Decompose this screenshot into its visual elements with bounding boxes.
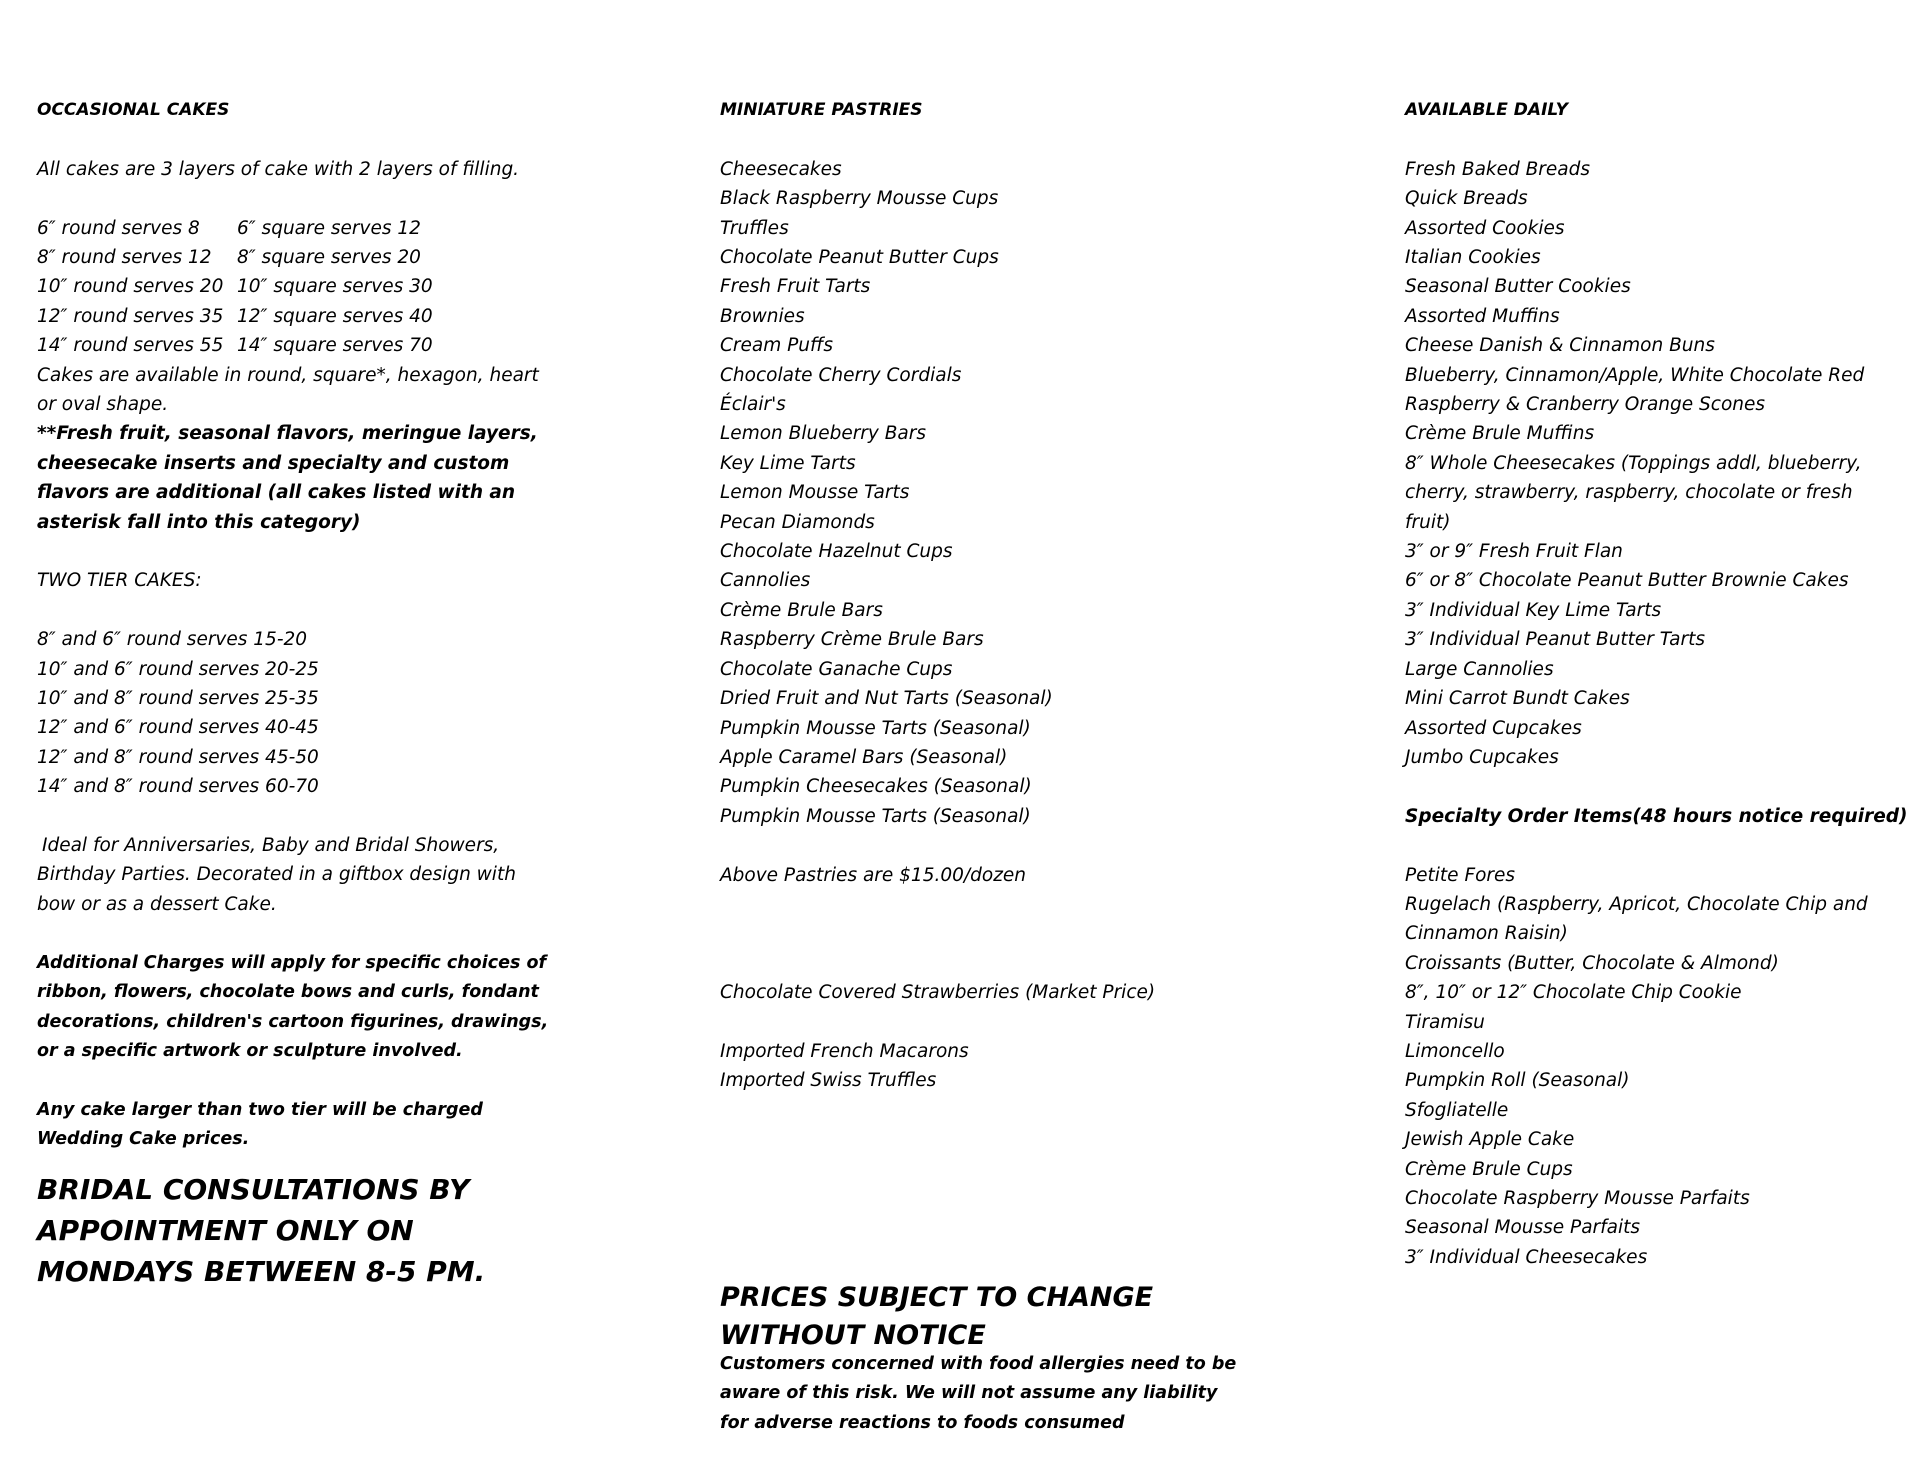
two-tier-item: 12″ and 8″ round serves 45-50	[37, 746, 319, 768]
two-tier-item: 12″ and 6″ round serves 40-45	[37, 717, 319, 739]
occasional-cakes-heading: OCCASIONAL CAKES	[37, 100, 230, 120]
daily-item: Mini Carrot Bundt Cakes	[1405, 688, 1630, 710]
pastry-item: Lemon Mousse Tarts	[720, 482, 910, 504]
prices-notice: PRICES SUBJECT TO CHANGE WITHOUT NOTICE	[720, 1282, 1154, 1351]
ideal-for-note: Ideal for Anniversaries, Baby and Bridal Showers, Birthday Parties. Decorated in a giftbox design with bow or as a dessert Cake.	[37, 835, 516, 915]
daily-item: 3″ Individual Key Lime Tarts	[1405, 599, 1662, 621]
pastry-list	[720, 155, 1240, 831]
specialty-item: Chocolate Raspberry Mousse Parfaits	[1405, 1187, 1750, 1209]
larger-cake-note: Any cake larger than two tier will be charged Wedding Cake prices.	[37, 1099, 483, 1150]
daily-item: cherry, strawberry, raspberry, chocolate or fresh	[1405, 482, 1853, 504]
round-size: 12″ round serves 35	[37, 305, 224, 327]
cake-size-row	[37, 331, 567, 360]
pastry-item: Cream Puffs	[720, 335, 834, 357]
pastry-item: Crème Brule Bars	[720, 599, 883, 621]
cake-size-row	[37, 214, 567, 243]
miniature-pastries-column	[720, 96, 1240, 1436]
specialty-item: Cinnamon Raisin)	[1405, 923, 1568, 945]
pastry-item: Chocolate Ganache Cups	[720, 658, 953, 680]
swiss-truffles-item: Imported Swiss Truffles	[720, 1070, 937, 1092]
specialty-item: Jewish Apple Cake	[1405, 1129, 1575, 1151]
pastry-item: Cannolies	[720, 570, 811, 592]
pastry-price-note: Above Pastries are $15.00/dozen	[720, 864, 1027, 886]
specialty-item: Pumpkin Roll (Seasonal)	[1405, 1070, 1630, 1092]
pastry-item: Pecan Diamonds	[720, 511, 875, 533]
macarons-item: Imported French Macarons	[720, 1040, 969, 1062]
pastry-item: Chocolate Peanut Butter Cups	[720, 247, 999, 269]
bridal-consultation-notice: BRIDAL CONSULTATIONS BY APPOINTMENT ONLY ON MONDAYS BETWEEN 8-5 PM.	[37, 1172, 486, 1288]
pastry-item: Chocolate Hazelnut Cups	[720, 541, 953, 563]
cake-size-row	[37, 243, 567, 272]
specialty-item: Sfogliatelle	[1405, 1099, 1509, 1121]
specialty-item: Rugelach (Raspberry, Apricot, Chocolate Chip and	[1405, 893, 1868, 915]
pastry-item: Dried Fruit and Nut Tarts (Seasonal)	[720, 688, 1053, 710]
specialty-list	[1405, 861, 1905, 1273]
daily-list	[1405, 155, 1905, 773]
daily-item: 6″ or 8″ Chocolate Peanut Butter Brownie Cakes	[1405, 570, 1849, 592]
daily-item: Italian Cookies	[1405, 247, 1541, 269]
square-size: 10″ square serves 30	[237, 276, 433, 298]
specialty-item: 8″, 10″ or 12″ Chocolate Chip Cookie	[1405, 982, 1742, 1004]
pastry-item: Éclair's	[720, 394, 786, 416]
pastry-item: Apple Caramel Bars (Seasonal)	[720, 746, 1008, 768]
pastry-item: Cheesecakes	[720, 158, 842, 180]
pastry-item: Lemon Blueberry Bars	[720, 423, 927, 445]
daily-item: Blueberry, Cinnamon/Apple, White Chocolate Red	[1405, 364, 1865, 386]
allergy-disclaimer: Customers concerned with food allergies need to be aware of this risk. We will not assume any liability for adverse reactions to foods consumed	[720, 1354, 1237, 1433]
specialty-item: Crème Brule Cups	[1405, 1158, 1573, 1180]
two-tier-list	[37, 625, 567, 801]
daily-item: 3″ or 9″ Fresh Fruit Flan	[1405, 541, 1623, 563]
miniature-pastries-heading: MINIATURE PASTRIES	[720, 100, 923, 120]
square-size: 12″ square serves 40	[237, 305, 433, 327]
daily-item: Crème Brule Muffins	[1405, 423, 1595, 445]
daily-item: Assorted Cupcakes	[1405, 717, 1582, 739]
daily-item: Jumbo Cupcakes	[1405, 746, 1559, 768]
additional-charges-note: Additional Charges will apply for specific choices of ribbon, flowers, chocolate bows and curls, fondant decorations, children's cartoon figurines, drawings, or a specific artwork or sculpture involved.	[37, 952, 549, 1061]
two-tier-item: 10″ and 6″ round serves 20-25	[37, 658, 319, 680]
square-size: 6″ square serves 12	[237, 217, 421, 239]
two-tier-item: 14″ and 8″ round serves 60-70	[37, 776, 319, 798]
daily-item: Seasonal Butter Cookies	[1405, 276, 1631, 298]
specialty-item: Croissants (Butter, Chocolate & Almond)	[1405, 952, 1779, 974]
daily-item: Fresh Baked Breads	[1405, 158, 1591, 180]
daily-item: Quick Breads	[1405, 188, 1528, 210]
round-size: 6″ round serves 8	[37, 217, 200, 239]
specialty-item: Tiramisu	[1405, 1011, 1485, 1033]
two-tier-item: 8″ and 6″ round serves 15-20	[37, 629, 308, 651]
cake-size-row	[37, 272, 567, 301]
daily-item: fruit)	[1405, 511, 1451, 533]
square-size: 8″ square serves 20	[237, 247, 421, 268]
square-size: 14″ square serves 70	[237, 335, 433, 357]
pastry-item: Pumpkin Mousse Tarts (Seasonal)	[720, 805, 1031, 827]
available-daily-heading: AVAILABLE DAILY	[1405, 100, 1568, 120]
pastry-item: Pumpkin Cheesecakes (Seasonal)	[720, 776, 1032, 798]
pastry-item: Chocolate Cherry Cordials	[720, 364, 962, 386]
two-tier-item: 10″ and 8″ round serves 25-35	[37, 688, 319, 710]
daily-item: Large Cannolies	[1405, 658, 1554, 680]
specialty-heading: Specialty Order Items(48 hours notice required)	[1405, 805, 1908, 827]
specialty-item: 3″ Individual Cheesecakes	[1405, 1246, 1648, 1268]
specialty-item: Petite Fores	[1405, 864, 1516, 886]
specialty-item: Seasonal Mousse Parfaits	[1405, 1217, 1641, 1239]
pastry-item: Black Raspberry Mousse Cups	[720, 188, 999, 210]
occasional-cakes-column	[37, 96, 567, 1292]
pastry-item: Key Lime Tarts	[720, 452, 856, 474]
round-size: 10″ round serves 20	[37, 276, 224, 298]
two-tier-heading: TWO TIER CAKES:	[37, 570, 202, 592]
specialty-item: Limoncello	[1405, 1040, 1505, 1062]
daily-item: Assorted Muffins	[1405, 305, 1560, 327]
cake-size-list	[37, 214, 567, 361]
daily-item: 3″ Individual Peanut Butter Tarts	[1405, 629, 1705, 651]
pastry-item: Fresh Fruit Tarts	[720, 276, 871, 298]
fresh-fruit-note: **Fresh fruit, seasonal flavors, meringue layers, cheesecake inserts and specialty and custom flavors are additional (all cakes listed with an asterisk fall into this category)	[37, 423, 538, 533]
pastry-item: Raspberry Crème Brule Bars	[720, 629, 984, 651]
strawberries-item: Chocolate Covered Strawberries (Market Price)	[720, 982, 1156, 1004]
pastry-item: Truffles	[720, 217, 789, 239]
round-size: 8″ round serves 12	[37, 247, 212, 268]
cake-layers-intro: All cakes are 3 layers of cake with 2 layers of filling.	[37, 158, 520, 180]
daily-item: Cheese Danish & Cinnamon Buns	[1405, 335, 1715, 357]
cake-shapes-note: Cakes are available in round, square*, hexagon, heart or oval shape.	[37, 364, 539, 416]
round-size: 14″ round serves 55	[37, 335, 224, 357]
pastry-item: Pumpkin Mousse Tarts (Seasonal)	[720, 717, 1031, 739]
daily-item: Raspberry & Cranberry Orange Scones	[1405, 394, 1766, 416]
available-daily-column	[1405, 96, 1908, 1272]
pastry-item: Brownies	[720, 305, 805, 327]
daily-item: 8″ Whole Cheesecakes (Toppings addl, blueberry,	[1405, 452, 1862, 474]
daily-item: Assorted Cookies	[1405, 217, 1565, 239]
cake-size-row	[37, 302, 567, 331]
